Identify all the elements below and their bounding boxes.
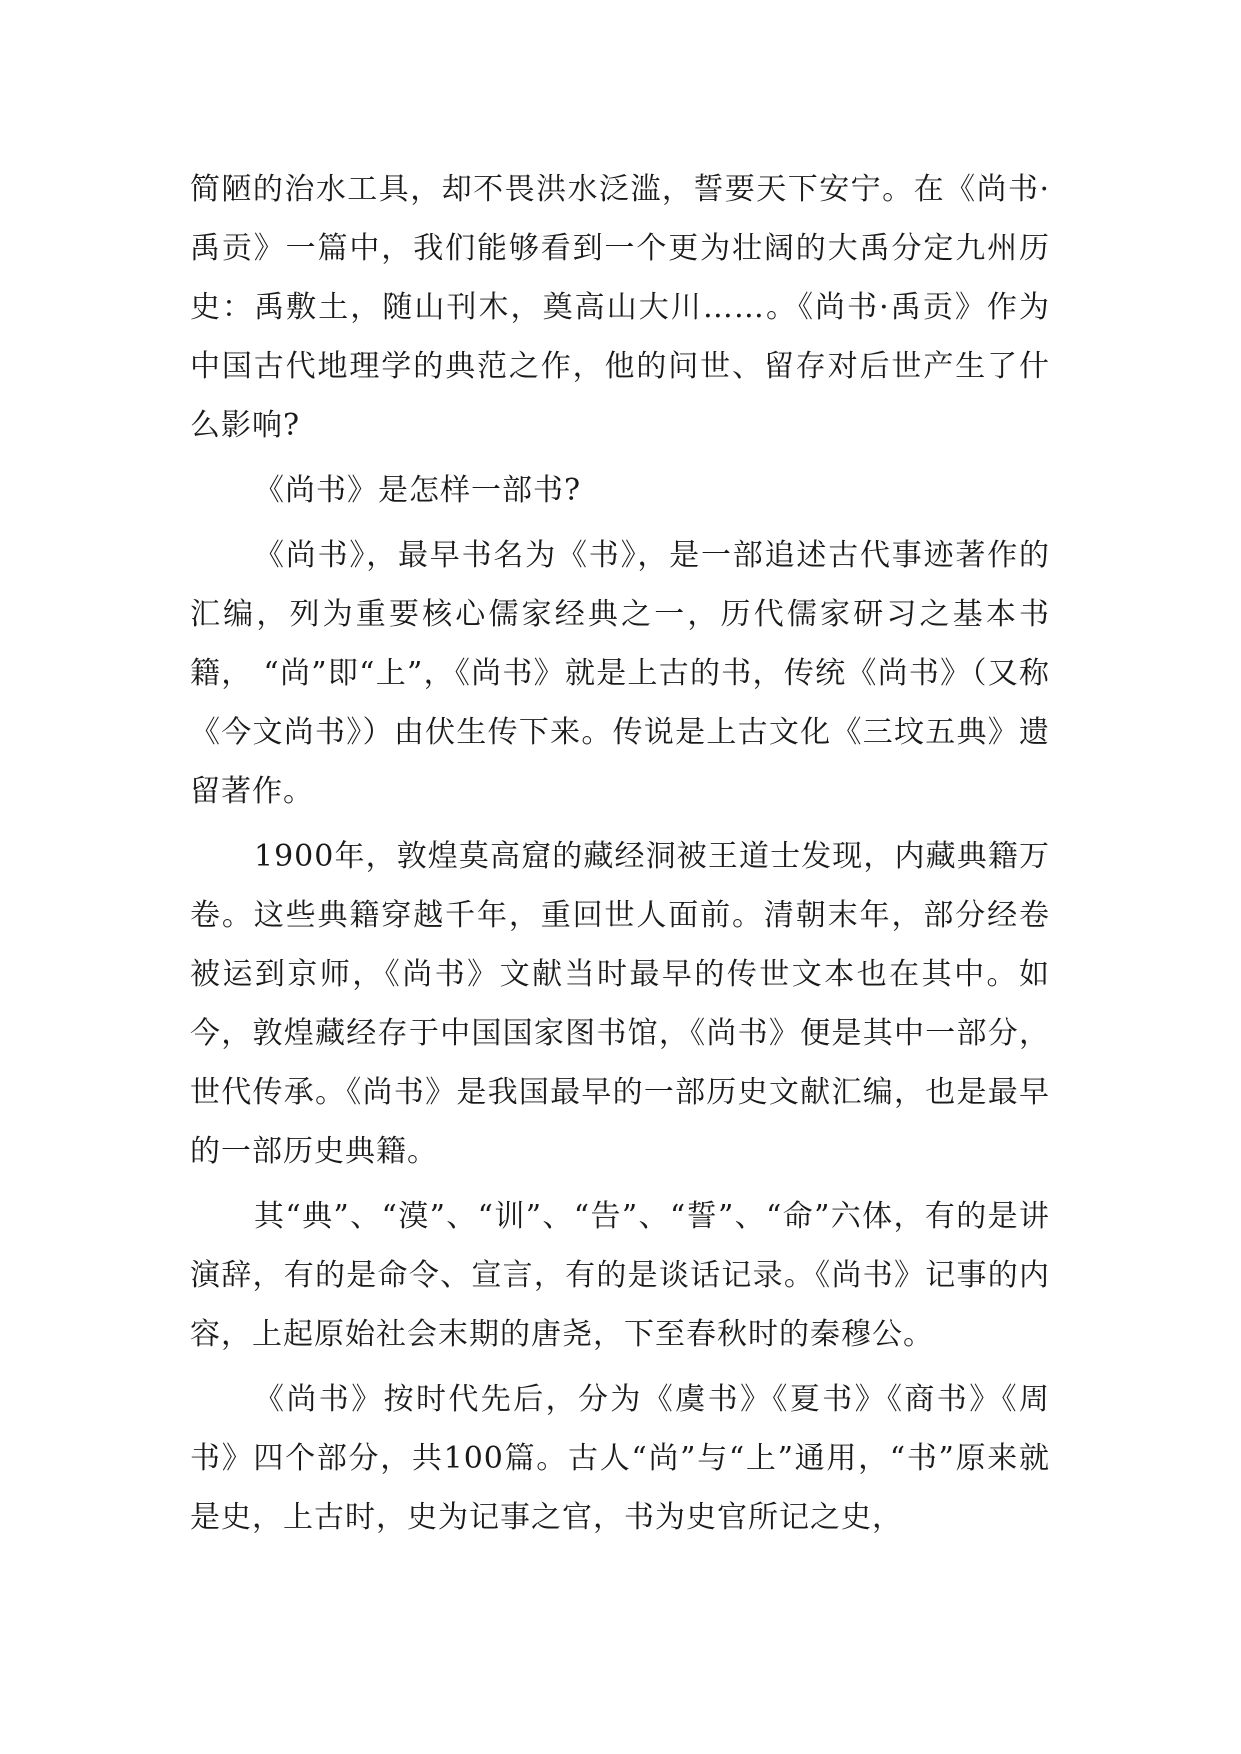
paragraph-1: 简陋的治水工具，却不畏洪水泛滥，誓要天下安宁。在《尚书·禹贡》一篇中，我们能够看到一个更为壮阔的大禹分定九州历史：禹敷土，随山刊木，奠高山大川……。《尚书·禹贡》作为中国古代地理学的典范之作，他的问世、留存对后世产生了什么影响? xyxy=(190,172,1050,443)
paragraph-2-question: 《尚书》是怎样一部书? xyxy=(254,473,582,508)
paragraph-6: 《尚书》按时代先后，分为《虞书》《夏书》《商书》《周书》四个部分，共100篇。古人“尚”与“上”通用，“书”原来就是史，上古时，史为记事之官，书为史官所记之史， xyxy=(190,1382,1050,1535)
paragraph-4: 1900年，敦煌莫高窟的藏经洞被王道士发现，内藏典籍万卷。这些典籍穿越千年，重回世人面前。清朝末年，部分经卷被运到京师，《尚书》文献当时最早的传世文本也在其中。如今，敦煌藏经存于中国国家图书馆，《尚书》便是其中一部分，世代传承。《尚书》是我国最早的一部历史文献汇编，也是最早的一部历史典籍。 xyxy=(190,839,1050,1169)
paragraph-5: 其“典”、“漠”、“训”、“告”、“誓”、“命”六体，有的是讲演辞，有的是命令、宣言，有的是谈话记录。《尚书》记事的内容，上起原始社会末期的唐尧，下至春秋时的秦穆公。 xyxy=(190,1199,1050,1352)
paragraph-3: 《尚书》，最早书名为《书》，是一部追述古代事迹著作的汇编，列为重要核心儒家经典之一，历代儒家研习之基本书籍， “尚”即“上”，《尚书》就是上古的书，传统《尚书》（又称《今文尚书》）由伏生传下来。传说是上古文化《三坟五典》遗留著作。 xyxy=(190,538,1050,809)
document-body xyxy=(190,160,1050,1547)
